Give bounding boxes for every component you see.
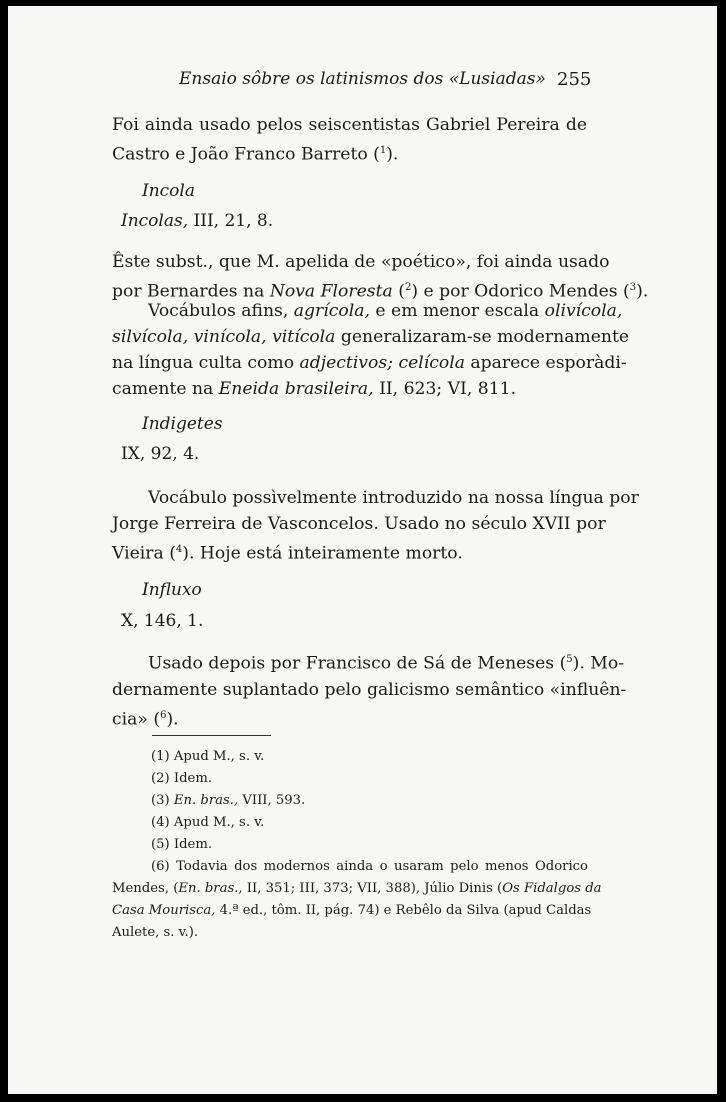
text-line: silvícola, vinícola, vitícola generalizaram-se modernamente: [112, 327, 630, 347]
footnote-line: Aulete, s. v.).: [112, 925, 199, 940]
footnote-line: Casa Mourisca, 4.ª ed., tôm. II, pág. 74) e Rebêlo da Silva (apud Caldas: [112, 903, 592, 918]
paragraph-4: [112, 485, 639, 567]
text-line: Usado depois por Francisco de Sá de Meneses ($^5$). Mo-: [148, 653, 625, 674]
entry-reference-indigetes: IX, 92, 4.: [121, 444, 200, 464]
paragraph-1: [112, 112, 587, 168]
footnote-ref[interactable]: 2: [404, 282, 412, 293]
entry-reference-influxo: X, 146, 1.: [121, 611, 204, 631]
entry-heading-incola: Incola: [142, 181, 195, 201]
text-line: camente na Eneida brasileira, II, 623; VI, 811.: [112, 379, 517, 399]
footnote-2: (2) Idem.: [151, 771, 213, 786]
footnote-ref[interactable]: 5: [566, 654, 573, 665]
text-line: Foi ainda usado pelos seiscentistas Gabriel Pereira de: [112, 115, 587, 135]
footnote-line: (6) Todavia dos modernos ainda o usaram pelo menos Odorico: [151, 859, 588, 874]
footnote-4: (4) Apud M., s. v.: [151, 815, 265, 830]
footnote-3: (3) En. bras., VIII, 593.: [151, 793, 306, 808]
paragraph-3: [112, 298, 630, 402]
footnote-ref[interactable]: 1: [379, 145, 387, 156]
text-line: Vocábulo possìvelmente introduzido na nossa língua por: [148, 488, 639, 508]
footnotes: [112, 746, 602, 944]
text-line: Jorge Ferreira de Vasconcelos. Usado no século XVII por: [112, 514, 606, 534]
footnote-divider: [152, 735, 271, 736]
text-line: cia» ($^6$).: [112, 709, 179, 730]
paragraph-2: [112, 249, 649, 305]
footnote-ref[interactable]: 6: [160, 709, 167, 721]
entry-heading-influxo: Influxo: [142, 580, 202, 600]
footnote-ref[interactable]: 4: [175, 544, 183, 555]
page-number: 255: [557, 69, 592, 90]
paragraph-5: [112, 647, 627, 732]
footnote-5: (5) Idem.: [151, 837, 213, 852]
text-line: Êste subst., que M. apelida de «poético», foi ainda usado: [112, 252, 610, 272]
text-line: por Bernardes na Nova Floresta ($^2$) e por Odorico Mendes ($^3$).: [112, 281, 649, 302]
text-line: Castro e João Franco Barreto ($^1$).: [112, 144, 399, 165]
footnote-line: Mendes, (En. bras., II, 351; III, 373; VII, 388), Júlio Dinis (Os Fidalgos da: [112, 881, 602, 896]
running-title: Ensaio sôbre os latinismos dos «Lusiadas»: [179, 69, 546, 89]
book-page: [8, 6, 717, 1094]
text-line: na língua culta como adjectivos; celícola aparece esporàdi-: [112, 353, 627, 373]
entry-reference-incola: Incolas, III, 21, 8.: [121, 211, 274, 231]
text-line: Vocábulos afins, agrícola, e em menor escala olivícola,: [148, 301, 623, 321]
footnote-6: [112, 856, 602, 944]
entry-heading-indigetes: Indigetes: [142, 414, 223, 434]
footnote-ref[interactable]: 3: [629, 282, 637, 293]
footnote-1: (1) Apud M., s. v.: [151, 749, 265, 764]
text-line: dernamente suplantado pelo galicismo semântico «influên-: [112, 679, 627, 700]
text-line: Vieira ($^4$). Hoje está inteiramente morto.: [112, 543, 463, 564]
